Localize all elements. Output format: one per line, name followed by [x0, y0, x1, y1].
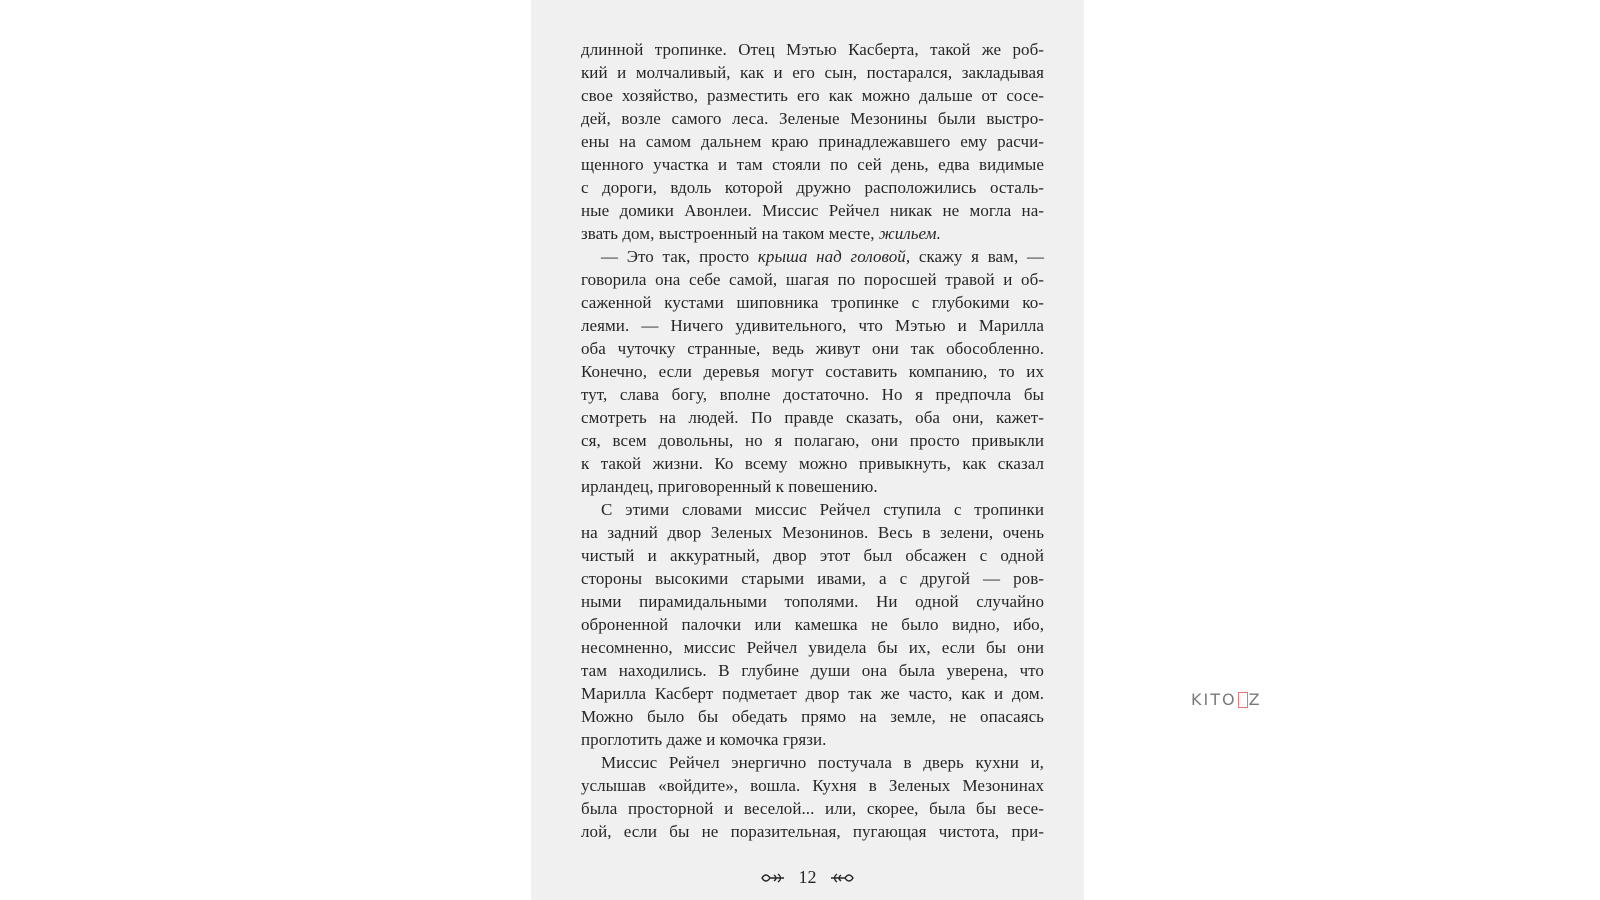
text-line: услышав «войдите», вошла. Кухня в Зеленых Мезонинах	[581, 776, 1044, 795]
text-line: длинной тропинке. Отец Мэтью Касберта, такой же роб-	[581, 40, 1044, 59]
text-line: ся, всем довольны, но я полагаю, они просто привыкли	[581, 431, 1044, 450]
text-line: Марилла Касберт подметает двор так же часто, как и дом.	[581, 684, 1044, 703]
text-line: — Это так, просто крыша над головой, скажу я вам, —	[601, 247, 1045, 266]
book-page	[531, 0, 1084, 900]
text-line: саженной кустами шиповника тропинке с глубокими ко-	[581, 293, 1044, 312]
text-line: ными пирамидальными тополями. Ни одной случайно	[581, 592, 1044, 611]
text-line: стороны высокими старыми ивами, а с другой — ров-	[581, 569, 1044, 588]
watermark-text-left: KITO	[1191, 690, 1237, 709]
text-line: с дороги, вдоль которой дружно расположились осталь-	[581, 178, 1044, 197]
text-line: смотреть на людей. По правде сказать, оба они, кажет-	[581, 408, 1044, 427]
text-line: С этими словами миссис Рейчел ступила с тропинки	[601, 500, 1044, 519]
text-line: оброненной палочки или камешка не было видно, ибо,	[581, 615, 1044, 634]
text-line: свое хозяйство, разместить его как можно дальше от сосе-	[581, 86, 1044, 105]
text-line: несомненно, миссис Рейчел увидела бы их, если бы они	[581, 638, 1044, 657]
ornament-right-icon	[829, 871, 855, 885]
paragraph	[581, 38, 1044, 245]
text-line: Конечно, если деревья могут составить компанию, то их	[581, 362, 1044, 381]
page-number: 12	[798, 867, 817, 888]
watermark-box-icon	[1238, 692, 1248, 708]
text-line: там находились. В глубине души она была уверена, что	[581, 661, 1044, 680]
text-line: оба чуточку странные, ведь живут они так обособленно.	[581, 339, 1044, 358]
text-line: чистый и аккуратный, двор этот был обсажен с одной	[581, 546, 1044, 565]
text-line: тут, слава богу, вполне достаточно. Но я предпочла бы	[581, 385, 1044, 404]
watermark-text-right: Z	[1248, 690, 1262, 709]
text-line: ены на самом дальнем краю принадлежавшего ему расчи-	[581, 132, 1044, 151]
paragraph	[581, 751, 1044, 843]
paragraph	[581, 498, 1044, 751]
text-line: к такой жизни. Ко всему можно привыкнуть, как сказал	[581, 454, 1044, 473]
text-line: ирландец, приговоренный к повешению.	[581, 477, 878, 496]
page-folio	[531, 866, 1084, 888]
text-line: щенного участка и там стояли по сей день, едва видимые	[581, 155, 1044, 174]
text-line: на задний двор Зеленых Мезонинов. Весь в зелени, очень	[581, 523, 1044, 542]
text-line: говорила она себе самой, шагая по поросшей травой и об-	[581, 270, 1044, 289]
text-line: ные домики Авонлеи. Миссис Рейчел никак не могла на-	[581, 201, 1044, 220]
text-line: дей, возле самого леса. Зеленые Мезонины были выстро-	[581, 109, 1044, 128]
paragraph	[581, 245, 1044, 498]
text-line: Можно было бы обедать прямо на земле, не опасаясь	[581, 707, 1044, 726]
page-body-text	[581, 38, 1044, 843]
text-line: проглотить даже и комочка грязи.	[581, 730, 827, 749]
watermark-logo	[1191, 690, 1262, 709]
text-line: лой, если бы не поразительная, пугающая чистота, при-	[581, 822, 1044, 841]
text-line: леями. — Ничего удивительного, что Мэтью и Марилла	[581, 316, 1044, 335]
text-line: кий и молчаливый, как и его сын, постарался, закладывая	[581, 63, 1044, 82]
text-line: Миссис Рейчел энергично постучала в дверь кухни и,	[601, 753, 1044, 772]
text-line: была просторной и веселой... или, скорее, была бы весе-	[581, 799, 1044, 818]
text-line: звать дом, выстроенный на таком месте, жильем.	[581, 224, 941, 243]
ornament-left-icon	[760, 871, 786, 885]
